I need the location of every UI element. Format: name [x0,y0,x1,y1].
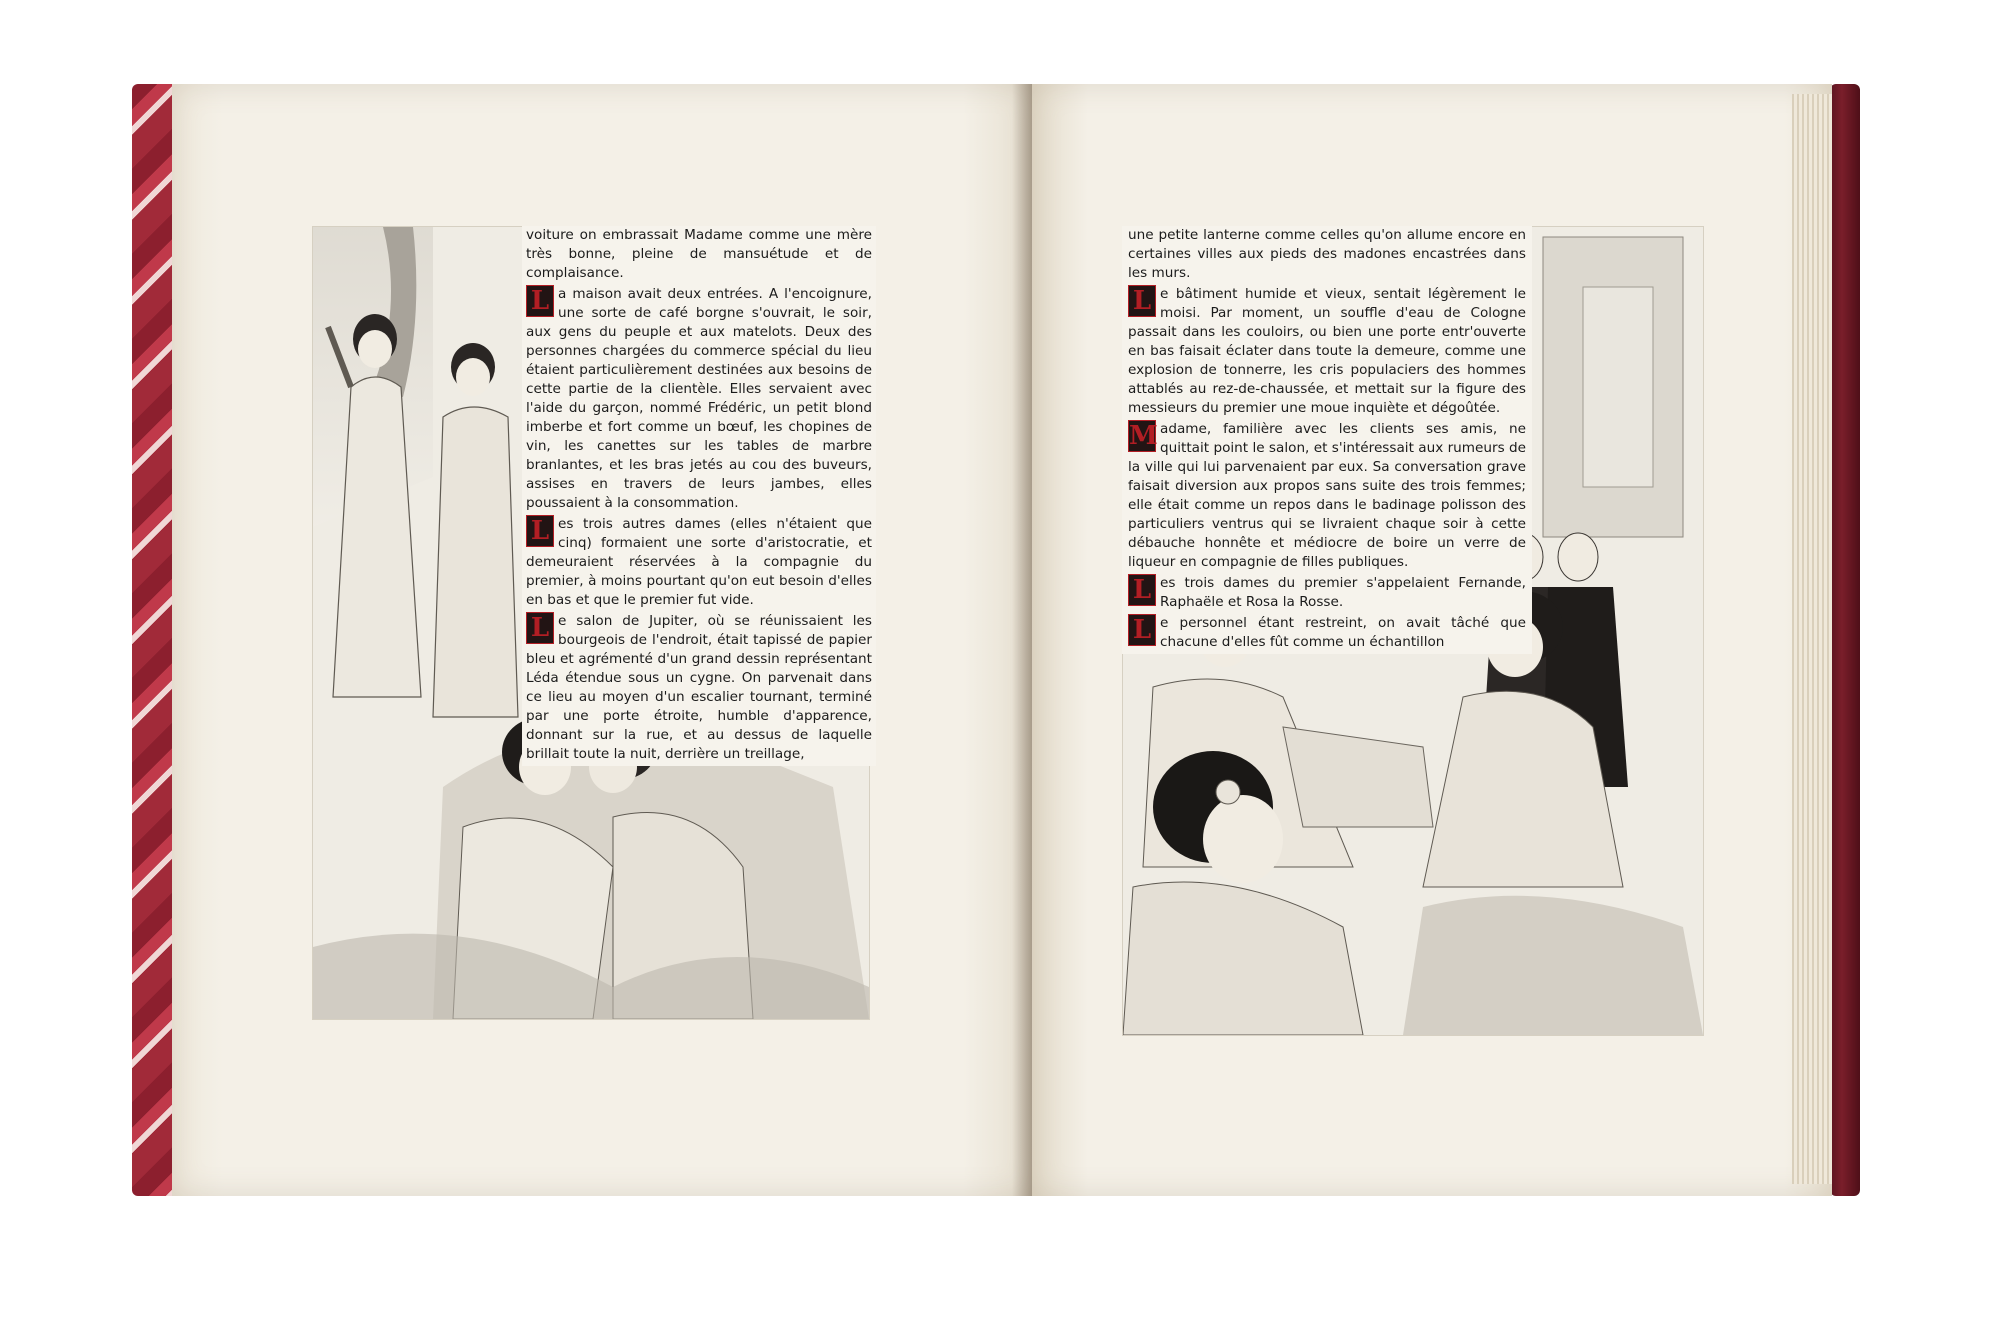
paragraph [1128,285,1526,418]
paragraph-text: une petite lanterne comme celles qu'on allume encore en certaines villes aux pieds des madones encastrées dans les murs. [1128,227,1526,281]
paragraph-text: adame, familière avec les clients ses amis, ne quittait point le salon, et s'intéressait aux rumeurs de la ville qui lui parvenaient par eux. Sa conversation grave faisait diversion aux propos sans suite des trois femmes; elle était comme un repos dans le badinage polisson des particuliers ventrus qui se livraient chaque soir à cette débauche honnête et médiocre de boire un verre de liqueur en compagnie de filles publiques. [1128,421,1526,570]
dropcap: L [526,515,554,547]
paragraph [526,285,872,513]
left-text-block [522,226,876,766]
paragraph-text: es trois autres dames (elles n'étaient que cinq) formaient une sorte d'aristocratie, et demeuraient réservées à la compagnie du premier, à moins pourtant qu'on eut besoin d'elles en bas et que le premier fut vide. [526,516,872,608]
paragraph-text: e salon de Jupiter, où se réunissaient les bourgeois de l'endroit, était tapissé de papier bleu et agrémenté d'un grand dessin représentant Léda étendue sous un cygne. On parvenait dans ce lieu au moyen d'un escalier tournant, terminé par une porte étroite, humble d'apparence, donnant sur la rue, et au dessus de laquelle brillait toute la nuit, derrière un treillage, [526,613,872,762]
dropcap: M [1129,421,1158,451]
dropcap: L [526,612,554,644]
dropcap: L [1128,614,1156,646]
page-edges [1792,94,1832,1184]
paragraph [1128,420,1526,572]
paragraph [526,612,872,764]
paragraph-text: e personnel étant restreint, on avait tâché que chacune d'elles fût comme un échantillon [1160,615,1526,650]
dropcap: L [1128,285,1156,317]
right-page [1032,84,1832,1196]
left-page [172,84,1032,1196]
paragraph-text: es trois dames du premier s'appelaient Fernande, Raphaële et Rosa la Rosse. [1160,575,1526,610]
paragraph-text: a maison avait deux entrées. A l'encoignure, une sorte de café borgne s'ouvrait, le soir, aux gens du peuple et aux matelots. Deux des personnes chargées du commerce spécial du lieu étaient particulièrement destinées aux besoins de cette partie de la clientèle. Elles servaient avec l'aide du garçon, nommé Frédéric, un petit blond imberbe et fort comme un bœuf, les chopines de vin, les canettes sur les tables de marbre branlantes, et les bras jetés au cou des buveurs, assises en travers de leurs jambes, elles poussaient à la consommation. [526,286,872,511]
paragraph [526,226,872,283]
paragraph-text: e bâtiment humide et vieux, sentait légèrement le moisi. Par moment, un souffle d'eau de Cologne passait dans les couloirs, ou bien une porte entr'ouverte en bas faisait éclater dans toute la demeure, comme une explosion de tonnerre, les cris populaciers des hommes attablés au rez-de-chaussée, et mettait sur la figure des messieurs du premier une moue inquiète et dégoûtée. [1128,286,1526,416]
paragraph-text: voiture on embrassait Madame comme une mère très bonne, pleine de mansuétude et de complaisance. [526,227,872,281]
paragraph [1128,614,1526,652]
paragraph [1128,226,1526,283]
open-book [132,84,1860,1196]
dropcap: L [526,285,554,317]
back-cover [1830,84,1860,1196]
paragraph [1128,574,1526,612]
dropcap: L [1128,574,1156,606]
paragraph [526,515,872,610]
right-text-block [1122,226,1532,654]
